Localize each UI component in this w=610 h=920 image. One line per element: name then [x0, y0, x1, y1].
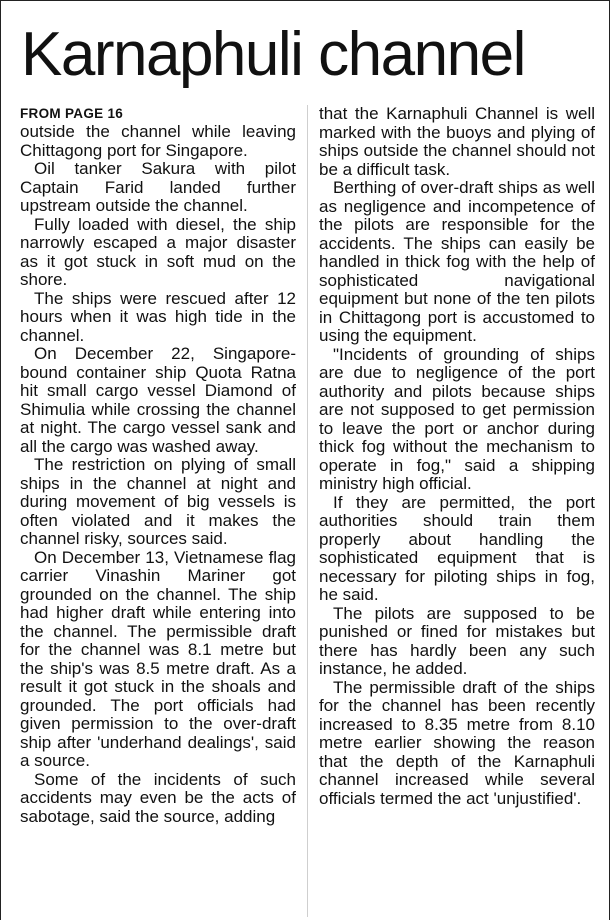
paragraph: Oil tanker Sakura with pilot Captain Farid landed further upstream outside the channel. — [20, 159, 296, 215]
paragraph: On December 13, Vietnamese flag carrier Vinashin Mariner got grounded on the channel. The ship had higher draft while entering into the channel. The permissible draft for the channel was 8.1 metre but the ship's was 8.5 metre draft. As a result it got stuck in the shoals and grounded. The port officials had given permission to the over-draft ship after 'underhand dealings', said a source. — [20, 547, 296, 770]
paragraph: On December 22, Singapore-bound container ship Quota Ratna hit small cargo vessel Diamond of Shimulia while crossing the channel at night. The cargo vessel sank and all the cargo was washed away. — [20, 344, 296, 456]
paragraph: Some of the incidents of such accidents may even be the acts of sabotage, said the source, adding — [20, 769, 296, 826]
paragraph: The permissible draft of the ships for the channel has been recently increased to 8.35 metre from 8.10 metre earlier showing the reason that the depth of the Karnaphuli channel increased while several officials termed the act 'unjustified'. — [319, 677, 595, 808]
headline: Karnaphuli channel — [21, 20, 525, 89]
paragraph: The restriction on plying of small ships in the channel at night and during movement of big vessels is often violated and it makes the channel risky, sources said. — [20, 455, 296, 548]
article-column-right — [319, 105, 595, 808]
article-column-left — [20, 105, 296, 826]
paragraph: outside the channel while leaving Chittagong port for Singapore. — [20, 122, 296, 160]
paragraph: Fully loaded with diesel, the ship narrowly escaped a major disaster as it got stuck in soft mud on the shore. — [20, 214, 296, 289]
paragraph: If they are permitted, the port authorities should train them properly about handling the sophisticated equipment that is necessary for piloting ships in fog, he said. — [319, 492, 595, 604]
paragraph: Berthing of over-draft ships as well as negligence and incompetence of the pilots are responsible for the accidents. The ships can easily be handled in thick fog with the help of sophisticated navigational equipment but none of the ten pilots in Chittagong port is accustomed to using the equipment. — [319, 178, 595, 345]
continuation-label: FROM PAGE 16 — [20, 106, 124, 121]
paragraph: The pilots are supposed to be punished or fined for mistakes but there has hardly been any such instance, he added. — [319, 603, 595, 678]
paragraph: that the Karnaphuli Channel is well marked with the buoys and plying of ships outside the channel should not be a difficult task. — [319, 104, 595, 179]
paragraph: "Incidents of grounding of ships are due to negligence of the port authority and pilots because ships are not supposed to get permission to leave the port or anchor during thick fog without the mechanism to operate in fog," said a shipping ministry high official. — [319, 344, 595, 493]
column-divider — [307, 105, 308, 917]
paragraph: The ships were rescued after 12 hours when it was high tide in the channel. — [20, 288, 296, 345]
